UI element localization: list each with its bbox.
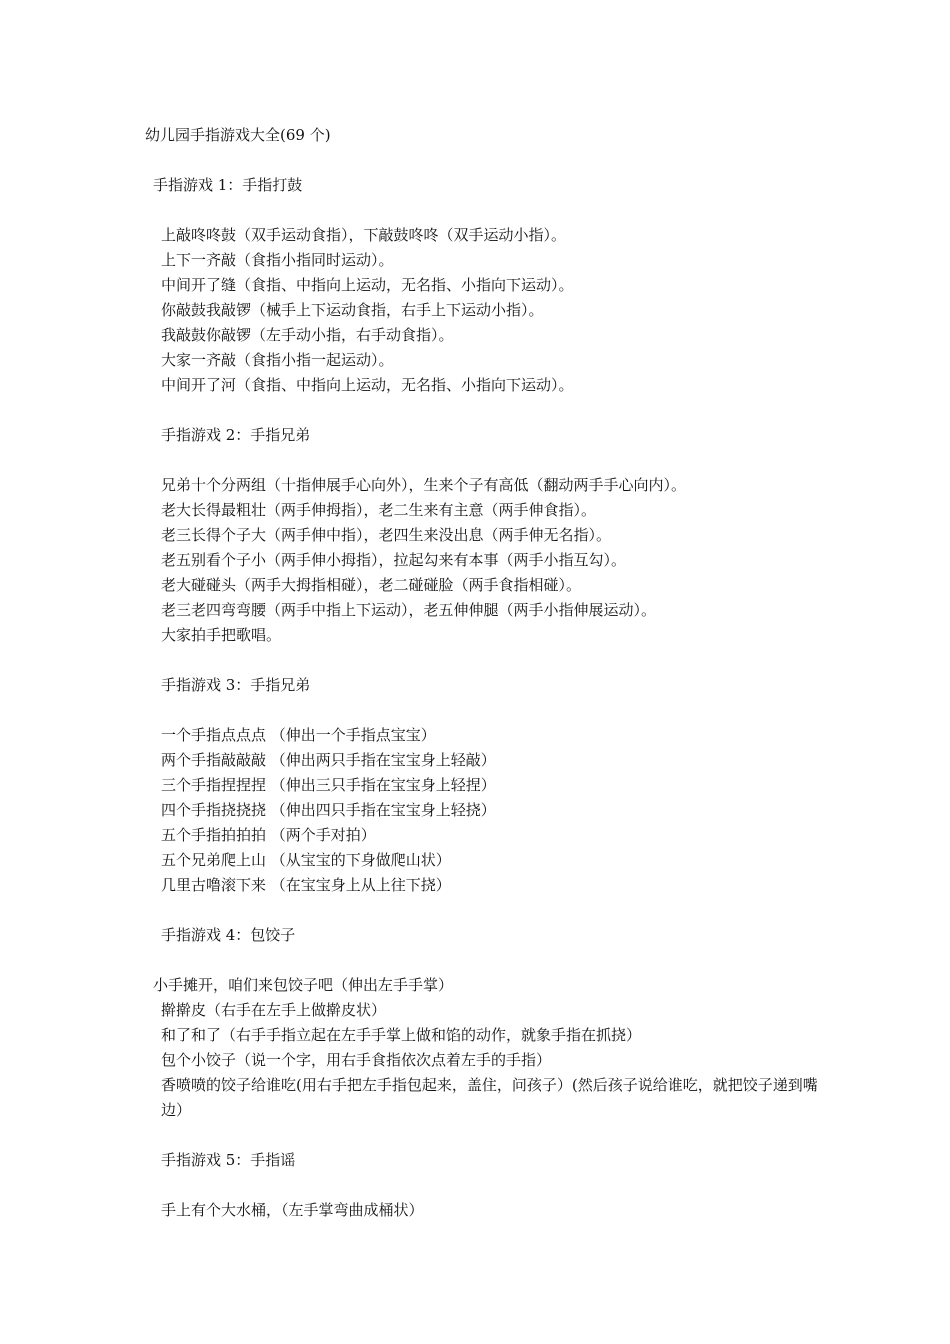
text-line: 四个手指挠挠挠 （伸出四只手指在宝宝身上轻挠） — [161, 801, 496, 819]
document-page — [145, 123, 825, 1248]
section-title: 手指游戏 5：手指谣 — [161, 1151, 296, 1169]
text-line: 大家拍手把歌唱。 — [161, 626, 282, 644]
section-body — [145, 1198, 825, 1223]
section-title: 手指游戏 4：包饺子 — [161, 926, 296, 944]
section-body — [145, 723, 825, 898]
text-line: 香喷喷的饺子给谁吃(用右手把左手指包起来，盖住，问孩子）(然后孩子说给谁吃，就把饺子递到嘴边） — [161, 1076, 818, 1119]
text-line: 手上有个大水桶，（左手掌弯曲成桶状） — [161, 1201, 424, 1219]
text-line: 兄弟十个分两组（十指伸展手心向外），生来个子有高低（翻动两手手心向内）。 — [161, 476, 687, 494]
text-line: 五个手指拍拍拍 （两个手对拍） — [161, 826, 376, 844]
text-line: 老五别看个子小（两手伸小拇指），拉起勾来有本事（两手小指互勾）。 — [161, 551, 627, 569]
text-line: 三个手指捏捏捏 （伸出三只手指在宝宝身上轻捏） — [161, 776, 496, 794]
section-title: 手指游戏 1：手指打鼓 — [153, 176, 303, 194]
section-title: 手指游戏 3：手指兄弟 — [161, 676, 311, 694]
text-line: 和了和了（右手手指立起在左手手掌上做和馅的动作，就象手指在抓挠） — [161, 1026, 642, 1044]
text-line: 上下一齐敲（食指小指同时运动）。 — [161, 251, 394, 269]
text-line: 包个小饺子（说一个字，用右手食指依次点着左手的手指） — [161, 1051, 552, 1069]
text-line: 你敲鼓我敲锣（械手上下运动食指，右手上下运动小指）。 — [161, 301, 544, 319]
text-line: 擀擀皮（右手在左手上做擀皮状） — [161, 1001, 387, 1019]
text-line: 我敲鼓你敲锣（左手动小指，右手动食指）。 — [161, 326, 454, 344]
text-line: 大家一齐敲（食指小指一起运动）。 — [161, 351, 394, 369]
section-body — [145, 473, 825, 648]
section-body — [145, 223, 825, 398]
section-body — [145, 973, 825, 1123]
text-line: 上敲咚咚鼓（双手运动食指），下敲鼓咚咚（双手运动小指）。 — [161, 226, 567, 244]
text-line: 一个手指点点点 （伸出一个手指点宝宝） — [161, 726, 436, 744]
text-line: 小手摊开，咱们来包饺子吧（伸出左手手掌） — [153, 976, 454, 994]
text-line: 老大碰碰头（两手大拇指相碰），老二碰碰脸（两手食指相碰）。 — [161, 576, 582, 594]
section-title: 手指游戏 2：手指兄弟 — [161, 426, 311, 444]
document-title: 幼儿园手指游戏大全(69 个) — [145, 126, 331, 144]
text-line: 中间开了河（食指、中指向上运动，无名指、小指向下运动）。 — [161, 376, 574, 394]
text-line: 两个手指敲敲敲 （伸出两只手指在宝宝身上轻敲） — [161, 751, 496, 769]
text-line: 老大长得最粗壮（两手伸拇指），老二生来有主意（两手伸食指）。 — [161, 501, 597, 519]
text-line: 老三老四弯弯腰（两手中指上下运动），老五伸伸腿（两手小指伸展运动）。 — [161, 601, 657, 619]
text-line: 几里古噜滚下来 （在宝宝身上从上往下挠） — [161, 876, 451, 894]
text-line: 老三长得个子大（两手伸中指），老四生来没出息（两手伸无名指）。 — [161, 526, 612, 544]
text-line: 五个兄弟爬上山 （从宝宝的下身做爬山状） — [161, 851, 451, 869]
text-line: 中间开了缝（食指、中指向上运动，无名指、小指向下运动）。 — [161, 276, 574, 294]
